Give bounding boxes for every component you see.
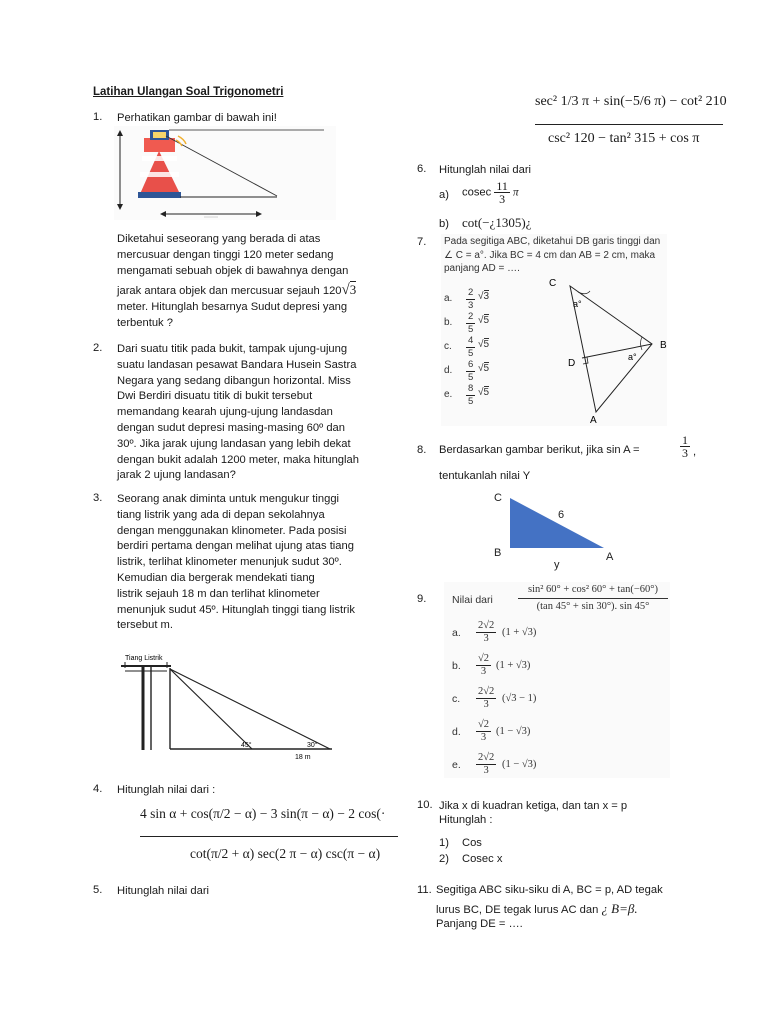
q3-number: 3. (93, 492, 103, 504)
q9-option-label: b. (452, 660, 461, 672)
q3-line: listrik sejauh 18 m dan terlihat klinometer (117, 587, 320, 600)
q3-line: dengan menggunakan klinometer. Pada posisi (117, 524, 347, 537)
q6-number: 6. (417, 163, 427, 175)
q5-expression-denominator: csc² 120 − tan² 315 + cos π (548, 131, 700, 146)
q7-line: Pada segitiga ABC, diketahui DB garis tinggi dan (444, 236, 661, 247)
q7-option-root: √3 (478, 291, 490, 302)
q9-option-tail: (√3 − 1) (502, 693, 537, 704)
q9-option-num: 2√2 (478, 686, 495, 697)
q8-vertex-c: C (494, 492, 502, 504)
q10-item-2-text: Cosec x (462, 853, 503, 865)
q2-text (117, 342, 359, 484)
q9-option-den: 3 (480, 666, 487, 677)
q9-option-num: 2√2 (478, 620, 495, 631)
angle-45-label: 45° (241, 742, 252, 749)
q9-prefix: Nilai dari (452, 594, 493, 606)
page-title: Latihan Ulangan Soal Trigonometri (93, 86, 284, 98)
q1-line: mercusuar dengan tinggi 120 meter sedang (117, 248, 334, 261)
q10-line: Hitunglah : (439, 814, 493, 826)
q2-line: Dwi Berdiri disuatu titik di bukit tersebut (117, 390, 313, 403)
q7-option-label: c. (444, 341, 452, 352)
q7-option-root: √5 (478, 363, 490, 374)
q8-comma: , (693, 446, 697, 458)
q10-item-1-text: Cos (462, 837, 482, 849)
q1-line: terbentuk ? (117, 316, 173, 329)
q3-line: tersebut m. (117, 619, 173, 632)
q9-option-tail: (1 − √3) (502, 759, 537, 770)
q4-prompt: Hitunglah nilai dari : (117, 784, 216, 796)
q4-number: 4. (93, 783, 103, 795)
q3-line: listrik, terlihat klinometer menunjuk sudut 30º. (117, 556, 342, 569)
q7-angle-c: a° (573, 299, 582, 309)
q6b-expression: cot(−¿1305)¿ (462, 215, 532, 230)
q3-line: Kemudian dia bergerak mendekati tiang (117, 571, 315, 584)
q7-option-den: 5 (468, 372, 474, 383)
q9-option-label: a. (452, 627, 461, 639)
q10-number: 10. (417, 799, 433, 811)
q7-option-num: 8 (468, 383, 474, 394)
q7-option-label: b. (444, 317, 453, 328)
q8-line2: tentukanlah nilai Y (439, 470, 531, 482)
q2-line: dengan bukit adalah 1200 meter, maka hitunglah (117, 453, 359, 466)
q9-option-label: d. (452, 726, 461, 738)
q3-line: menunjuk sudut 45º. Hitunglah tinggi tiang listrik (117, 603, 355, 616)
q3-line: tiang listrik yang ada di depan sekolahnya (117, 508, 325, 521)
q3-line: berdiri pertama dengan melihat ujung atas tiang (117, 540, 354, 553)
q8-number: 8. (417, 444, 427, 456)
q9-number: 9. (417, 593, 427, 605)
q10-line: Jika x di kuadran ketiga, dan tan x = p (439, 800, 628, 812)
q7-triangle-figure (549, 274, 668, 426)
q6a-frac-den: 3 (499, 192, 506, 206)
q2-line: dengan sudut depresi masing-masing 60º dan (117, 421, 345, 434)
q7-option-root-value: 5 (483, 315, 490, 326)
q7-line: ∠ C = a°. Jika BC = 4 cm dan AB = 2 cm, maka (444, 249, 656, 261)
q7-option-num: 6 (468, 359, 474, 370)
q9-option-label: c. (452, 693, 461, 705)
q3-text (117, 492, 355, 634)
angle-30-label: 30° (307, 742, 318, 749)
q2-line: 30º. Jika jarak ujung landasan yang lebih dekat (117, 437, 351, 450)
q5-expression-numerator: sec² 1/3 π + sin(−5/6 π) − cot² 210 (535, 94, 727, 109)
q2-line: jarak 2 ujung landasan? (117, 469, 236, 482)
q6a-fraction (494, 180, 510, 205)
q2-line: Negara yang sedang dibangun horizontal. Miss (117, 374, 351, 387)
q1-prompt: Perhatikan gambar di bawah ini! (117, 112, 277, 124)
q1-sqrt-value: 3 (349, 282, 357, 298)
q1-line: meter. Hitunglah besarnya Sudut depresi yang (117, 301, 348, 314)
q6b-label: b) (439, 218, 449, 230)
q1-line: jarak antara objek dan mercusuar sejauh 120 (117, 285, 342, 298)
q7-option-num: 2 (468, 287, 474, 298)
q1-line-with-root: jarak antara objek dan mercusuar sejauh 120√3 (117, 282, 357, 299)
q1-line: mengamati sebuah objek di bawahnya dengan (117, 264, 349, 277)
q9-option-label: e. (452, 759, 461, 771)
q9-option-tail: (1 − √3) (496, 726, 531, 737)
q8-vertex-a: A (606, 551, 614, 563)
q7-option-label: e. (444, 389, 453, 400)
q8-side-y-label: y (554, 559, 560, 571)
q2-line: suatu landasan pesawat Bandara Husein Sastra (117, 358, 357, 371)
q8-frac-num: 1 (682, 433, 688, 447)
q4-denominator: cot(π/2 + α) sec(2 π − α) csc(π − α) (190, 846, 381, 861)
q10-item-2-label: 2) (439, 853, 449, 865)
q7-option-root-value: 3 (483, 291, 490, 302)
q9-option-num: 2√2 (478, 752, 495, 763)
q1-text (117, 232, 356, 332)
q7-vertex-b: B (660, 340, 667, 351)
q9-option-den: 3 (483, 699, 489, 710)
q7-option-root-value: 5 (483, 339, 490, 350)
q7-option-root-value: 5 (483, 363, 490, 374)
pole-label: Tiang Listrik (125, 655, 163, 662)
q7-line: panjang AD = …. (444, 263, 520, 274)
q2-line: Dari suatu titik pada bukit, tampak ujung-ujung (117, 343, 348, 355)
q11-number: 11. (417, 884, 432, 896)
q6-prompt: Hitunglah nilai dari (439, 164, 532, 176)
q10-text (439, 799, 627, 827)
q7-option-num: 4 (468, 335, 474, 346)
q4-fraction-bar (140, 836, 398, 837)
q5-number: 5. (93, 884, 103, 896)
q7-option-den: 3 (468, 300, 474, 311)
q7-option-den: 5 (468, 324, 474, 335)
q8-fraction (680, 434, 690, 459)
q7-option-label: a. (444, 293, 453, 304)
q1-line: Diketahui seseorang yang berada di atas (117, 233, 321, 245)
q6a-pi: π (513, 186, 519, 199)
q8-line1: Berdasarkan gambar berikut, jika sin A = (439, 444, 640, 456)
q3-line: Seorang anak diminta untuk mengukur tinggi (117, 493, 340, 505)
q7-option-num: 2 (468, 311, 474, 322)
q11-line3: Panjang DE = …. (436, 918, 523, 930)
q8-frac-den: 3 (682, 446, 688, 460)
q7-option-den: 5 (468, 348, 474, 359)
q11-line2-math: ¿ B=β. (601, 901, 638, 916)
q6a-expression (462, 180, 519, 205)
q7-option-root-value: 5 (483, 387, 490, 398)
q6a-label: a) (439, 189, 449, 201)
lighthouse-figure (114, 126, 336, 220)
q7-text (444, 235, 660, 276)
q11-line2-text: lurus BC, DE tegak lurus AC dan (436, 904, 599, 916)
q10-item-1-label: 1) (439, 837, 449, 849)
q9-option-den: 3 (483, 765, 489, 776)
power-pole-figure (115, 650, 340, 765)
q9-option-tail: (1 + √3) (502, 627, 537, 638)
q7-option-den: 5 (468, 396, 474, 407)
q7-option-label: d. (444, 365, 453, 376)
q6a-cosec: cosec (462, 186, 492, 199)
q9-option-den: 3 (480, 732, 487, 743)
q7-angle-b: a° (628, 352, 637, 362)
q11-line1: Segitiga ABC siku-siku di A, BC = p, AD tegak (436, 884, 663, 896)
q7-option-root: √5 (478, 315, 490, 326)
q6a-frac-num: 11 (496, 179, 508, 193)
q9-numerator: sin² 60° + cos² 60° + tan(−60°) (528, 584, 658, 595)
q9-option-den: 3 (483, 633, 489, 644)
q1-number: 1. (93, 111, 103, 123)
q4-numerator: 4 sin α + cos(π/2 − α) − 3 sin(π − α) − 2 cos(· (140, 806, 386, 821)
q5-fraction-bar (535, 124, 723, 125)
q7-vertex-a: A (590, 415, 597, 426)
distance-label: 18 m (295, 754, 311, 761)
q9-option-tail: (1 + √3) (496, 660, 531, 671)
q9-option-num: √2 (478, 653, 490, 664)
q9-fraction-bar (518, 598, 668, 599)
q7-vertex-d: D (568, 358, 576, 369)
q7-number: 7. (417, 236, 427, 248)
q7-option-root: √5 (478, 387, 490, 398)
q7-option-root: √5 (478, 339, 490, 350)
q2-number: 2. (93, 342, 103, 354)
q8-vertex-b: B (494, 547, 502, 559)
q9-option-num: √2 (478, 719, 490, 730)
q8-triangle-figure (488, 488, 622, 572)
q8-hypotenuse-label: 6 (558, 509, 565, 521)
q7-vertex-c: C (549, 278, 557, 289)
q2-line: memandang kearah ujung-ujung landasdan (117, 406, 333, 419)
q5-prompt: Hitunglah nilai dari (117, 885, 210, 897)
q9-denominator: (tan 45° + sin 30°). sin 45° (536, 601, 650, 612)
q11-line2 (436, 901, 638, 917)
